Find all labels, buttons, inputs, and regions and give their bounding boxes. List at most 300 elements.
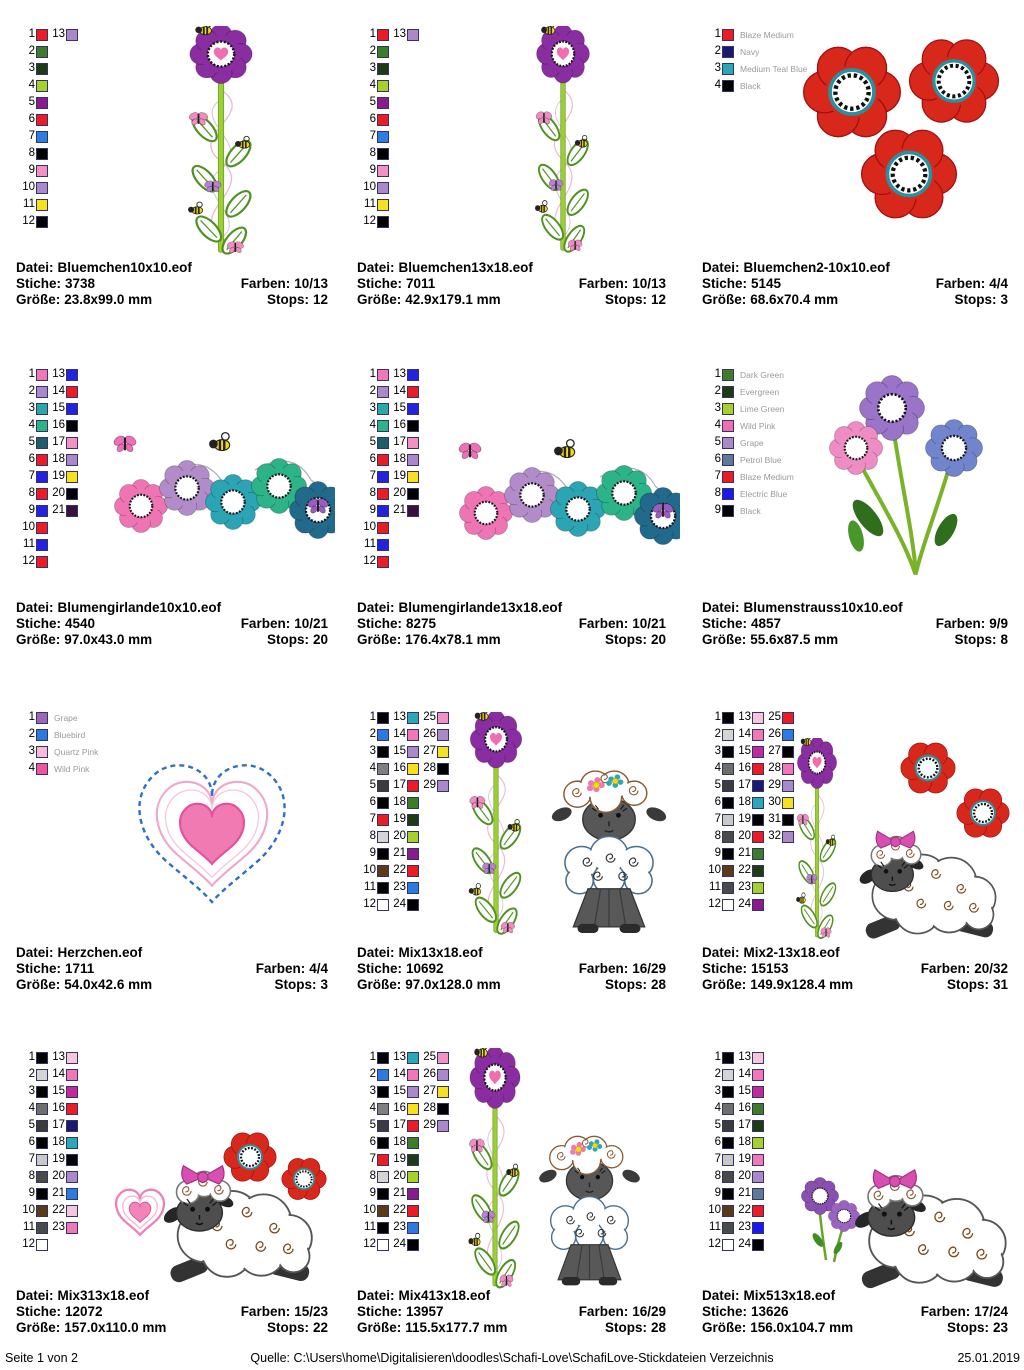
palette-number: 19	[393, 812, 406, 825]
palette-entry	[48, 1100, 78, 1117]
file-label: Datei:	[16, 260, 54, 275]
color-chip	[722, 1120, 734, 1132]
color-chip	[36, 505, 48, 517]
palette-entry	[389, 1151, 419, 1168]
palette-entry	[18, 383, 48, 400]
palette-number: 11	[23, 197, 35, 210]
color-chip	[36, 148, 48, 160]
palette-number: 13	[738, 710, 751, 723]
file-label: Datei:	[357, 600, 395, 615]
color-chip	[377, 539, 389, 551]
color-chip	[377, 899, 389, 911]
palette-number: 14	[738, 1067, 751, 1080]
palette-entry	[48, 400, 78, 417]
card-blumengirlande13x18	[355, 362, 668, 654]
stitches-value: 4540	[65, 616, 96, 631]
design-sheep-heart-flowers	[105, 1130, 335, 1288]
palette-number: 3	[28, 1084, 35, 1097]
palette-entry	[764, 709, 794, 726]
palette-number: 25	[423, 1050, 436, 1063]
color-chip	[377, 1052, 389, 1064]
palette-entry	[704, 777, 734, 794]
palette-number: 11	[364, 197, 376, 210]
palette-entry	[389, 743, 419, 760]
palette-entry	[359, 536, 389, 553]
palette-number: 27	[768, 744, 781, 757]
color-chip	[377, 729, 389, 741]
palette-number: 13	[393, 710, 406, 723]
palette-number: 13	[52, 27, 65, 40]
palette-entry	[18, 1066, 48, 1083]
palette-number: 12	[363, 214, 376, 227]
palette-entry	[359, 777, 389, 794]
palette-entry	[18, 145, 48, 162]
palette-entry	[734, 743, 764, 760]
palette-entry	[359, 553, 389, 570]
stitches-label: Stiche:	[702, 616, 748, 631]
palette-number: 1	[369, 1050, 376, 1063]
color-chip	[722, 454, 734, 466]
stitches-value: 1711	[65, 961, 95, 976]
palette-entry	[704, 502, 794, 519]
color-chip	[36, 746, 48, 758]
palette-number: 10	[22, 180, 35, 193]
palette-entry	[18, 1134, 48, 1151]
palette-entry	[18, 179, 48, 196]
color-chip	[66, 420, 78, 432]
color-chip	[36, 1239, 48, 1251]
palette-number: 1	[28, 367, 35, 380]
color-chip	[36, 556, 48, 568]
palette-entry	[704, 451, 794, 468]
palette-number: 18	[393, 1135, 406, 1148]
color-chip	[722, 488, 734, 500]
color-chip	[407, 29, 419, 41]
color-chip	[437, 1086, 449, 1098]
color-chip	[66, 403, 78, 415]
palette-entry	[419, 1066, 449, 1083]
palette-entry	[704, 485, 794, 502]
palette-number: 7	[714, 1152, 721, 1165]
palette-number: 18	[52, 1135, 65, 1148]
palette-number: 3	[28, 744, 35, 757]
palette-number: 2	[28, 727, 35, 740]
size-label: Größe:	[16, 632, 61, 647]
palette-number: 4	[714, 1101, 721, 1114]
palette-entry	[18, 366, 48, 383]
size-value: 149.9x128.4 mm	[750, 977, 854, 992]
palette-number: 8	[369, 829, 376, 842]
palette-entry	[359, 519, 389, 536]
colors-value: 4/4	[989, 276, 1008, 291]
color-chip	[722, 848, 734, 860]
color-chip	[66, 1052, 78, 1064]
palette-entry	[18, 536, 48, 553]
palette-number: 6	[714, 1135, 721, 1148]
size-value: 157.0x110.0 mm	[64, 1320, 167, 1335]
palette-number: 7	[28, 469, 35, 482]
palette-entry	[48, 26, 78, 43]
palette-entry	[359, 128, 389, 145]
palette-entry	[389, 1185, 419, 1202]
color-palette	[704, 709, 794, 913]
file-value: Blumengirlande13x18.eof	[398, 600, 563, 615]
color-chip	[36, 369, 48, 381]
palette-entry	[48, 1117, 78, 1134]
palette-entry	[734, 794, 764, 811]
color-chip	[407, 505, 419, 517]
color-chip	[36, 1171, 48, 1183]
color-chip	[722, 80, 734, 92]
color-chip	[377, 1205, 389, 1217]
palette-number: 5	[714, 1118, 721, 1131]
color-name: Wild Pink	[54, 763, 90, 774]
color-chip	[36, 46, 48, 58]
palette-number: 22	[52, 1203, 65, 1216]
stops-label: Stops:	[954, 632, 997, 647]
size-label: Größe:	[702, 977, 747, 992]
color-name: Blaze Medium	[740, 29, 794, 40]
palette-number: 18	[738, 795, 751, 808]
palette-entry	[18, 213, 48, 230]
color-chip	[377, 1069, 389, 1081]
stitches-value: 13957	[406, 1304, 444, 1319]
palette-entry	[734, 811, 764, 828]
color-palette	[359, 709, 449, 913]
color-palette	[359, 366, 419, 570]
palette-number: 11	[364, 1220, 376, 1233]
palette-entry	[389, 485, 419, 502]
palette-entry	[389, 468, 419, 485]
color-name: Grape	[54, 712, 78, 723]
size-label: Größe:	[16, 292, 61, 307]
palette-entry	[734, 896, 764, 913]
size-value: 68.6x70.4 mm	[750, 292, 839, 307]
palette-number: 8	[714, 1169, 721, 1182]
color-chip	[66, 1120, 78, 1132]
color-name: Bluebird	[54, 729, 86, 740]
palette-number: 3	[369, 1084, 376, 1097]
color-chip	[407, 797, 419, 809]
color-chip	[377, 1222, 389, 1234]
color-chip	[377, 1188, 389, 1200]
color-chip	[377, 1086, 389, 1098]
color-chip	[66, 369, 78, 381]
color-chip	[752, 899, 764, 911]
palette-entry	[389, 709, 419, 726]
palette-entry	[359, 43, 389, 60]
palette-number: 10	[363, 180, 376, 193]
palette-number: 21	[52, 503, 65, 516]
page-number: Seite 1 von 2	[5, 1351, 78, 1365]
color-chip	[407, 865, 419, 877]
palette-entry	[389, 434, 419, 451]
palette-number: 12	[708, 1237, 721, 1250]
color-chip	[752, 1103, 764, 1115]
colors-label: Farben:	[935, 276, 986, 291]
color-chip	[36, 63, 48, 75]
palette-entry	[359, 400, 389, 417]
stops-value: 22	[312, 1320, 328, 1335]
color-chip	[407, 437, 419, 449]
palette-number: 2	[714, 384, 721, 397]
color-name: Dark Green	[740, 369, 784, 380]
palette-number: 29	[423, 1118, 436, 1131]
palette-number: 4	[369, 78, 376, 91]
palette-number: 20	[52, 486, 65, 499]
palette-entry	[734, 1202, 764, 1219]
color-chip	[36, 1103, 48, 1115]
card-mix313x18	[14, 1045, 330, 1341]
color-chip	[377, 1239, 389, 1251]
palette-entry	[704, 1066, 734, 1083]
color-chip	[752, 1120, 764, 1132]
palette-entry	[48, 1185, 78, 1202]
size-label: Größe:	[16, 977, 61, 992]
color-chip	[377, 814, 389, 826]
design-tall-flower	[175, 26, 267, 258]
color-chip	[66, 454, 78, 466]
color-chip	[36, 97, 48, 109]
palette-number: 28	[768, 761, 781, 774]
color-chip	[437, 1103, 449, 1115]
color-chip	[407, 746, 419, 758]
palette-entry	[359, 468, 389, 485]
colors-value: 20/32	[974, 961, 1008, 976]
palette-number: 22	[738, 1203, 751, 1216]
palette-number: 31	[768, 812, 781, 825]
palette-entry	[704, 1134, 734, 1151]
color-chip	[66, 1188, 78, 1200]
color-chip	[722, 46, 734, 58]
palette-number: 14	[393, 1067, 406, 1080]
palette-number: 22	[393, 863, 406, 876]
palette-entry	[389, 845, 419, 862]
palette-entry	[734, 726, 764, 743]
color-chip	[36, 488, 48, 500]
file-value: Bluemchen13x18.eof	[398, 260, 533, 275]
palette-number: 6	[28, 1135, 35, 1148]
colors-value: 17/24	[974, 1304, 1008, 1319]
palette-entry	[704, 1100, 734, 1117]
color-name: Wild Pink	[740, 420, 776, 431]
color-chip	[722, 1086, 734, 1098]
palette-number: 30	[768, 795, 781, 808]
color-chip	[377, 1137, 389, 1149]
palette-number: 21	[393, 503, 406, 516]
palette-number: 9	[369, 503, 376, 516]
palette-number: 24	[393, 1237, 406, 1250]
palette-number: 6	[28, 112, 35, 125]
color-chip	[377, 848, 389, 860]
palette-entry	[18, 519, 48, 536]
color-chip	[36, 1188, 48, 1200]
palette-entry	[704, 468, 794, 485]
color-chip	[752, 814, 764, 826]
stitches-label: Stiche:	[702, 1304, 748, 1319]
color-chip	[377, 420, 389, 432]
palette-entry	[48, 1202, 78, 1219]
size-value: 42.9x179.1 mm	[405, 292, 501, 307]
color-chip	[752, 746, 764, 758]
colors-value: 10/21	[294, 616, 328, 631]
colors-value: 10/13	[294, 276, 328, 291]
palette-number: 11	[23, 537, 35, 550]
palette-entry	[704, 845, 734, 862]
palette-entry	[359, 1236, 389, 1253]
palette-entry	[18, 77, 48, 94]
palette-number: 6	[714, 452, 721, 465]
file-label: Datei:	[357, 1288, 395, 1303]
stops-label: Stops:	[266, 292, 309, 307]
color-chip	[407, 848, 419, 860]
palette-number: 8	[714, 829, 721, 842]
design-heart	[112, 748, 312, 918]
color-chip	[722, 1103, 734, 1115]
colors-value: 15/23	[294, 1304, 328, 1319]
palette-number: 10	[363, 863, 376, 876]
stops-value: 3	[1000, 292, 1008, 307]
palette-number: 12	[22, 554, 35, 567]
palette-number: 17	[52, 1118, 65, 1131]
stitches-label: Stiche:	[357, 1304, 403, 1319]
color-chip	[36, 729, 48, 741]
palette-entry	[18, 196, 48, 213]
color-chip	[722, 403, 734, 415]
colors-label: Farben:	[578, 276, 629, 291]
stops-label: Stops:	[266, 1320, 309, 1335]
palette-entry	[389, 777, 419, 794]
color-chip	[66, 437, 78, 449]
palette-number: 8	[369, 486, 376, 499]
palette-number: 8	[28, 146, 35, 159]
color-chip	[407, 899, 419, 911]
file-label: Datei:	[357, 945, 395, 960]
color-chip	[722, 899, 734, 911]
palette-number: 5	[28, 435, 35, 448]
stops-value: 28	[650, 1320, 666, 1335]
palette-number: 19	[52, 469, 65, 482]
stitches-label: Stiche:	[16, 616, 62, 631]
color-palette	[18, 366, 78, 570]
palette-number: 14	[52, 384, 65, 397]
palette-entry	[389, 896, 419, 913]
palette-entry	[48, 417, 78, 434]
palette-number: 2	[369, 727, 376, 740]
color-chip	[66, 29, 78, 41]
stops-value: 28	[650, 977, 666, 992]
color-chip	[377, 831, 389, 843]
color-chip	[377, 763, 389, 775]
color-chip	[752, 729, 764, 741]
palette-number: 13	[738, 1050, 751, 1063]
palette-entry	[18, 400, 48, 417]
palette-entry	[734, 1185, 764, 1202]
palette-entry	[359, 94, 389, 111]
palette-entry	[48, 451, 78, 468]
palette-number: 17	[393, 435, 406, 448]
color-chip	[407, 454, 419, 466]
palette-number: 4	[28, 761, 35, 774]
palette-number: 1	[369, 27, 376, 40]
palette-entry	[704, 1049, 734, 1066]
palette-number: 26	[423, 1067, 436, 1080]
palette-number: 11	[364, 880, 376, 893]
color-chip	[377, 780, 389, 792]
palette-entry	[389, 1117, 419, 1134]
palette-entry	[18, 1168, 48, 1185]
palette-number: 3	[28, 61, 35, 74]
palette-entry	[389, 1083, 419, 1100]
palette-entry	[704, 1236, 734, 1253]
palette-entry	[359, 1151, 389, 1168]
palette-entry	[18, 94, 48, 111]
palette-number: 3	[714, 61, 721, 74]
palette-number: 9	[28, 163, 35, 176]
palette-entry	[419, 777, 449, 794]
file-label: Datei:	[16, 945, 54, 960]
size-value: 54.0x42.6 mm	[64, 977, 153, 992]
color-chip	[437, 1069, 449, 1081]
palette-entry	[18, 451, 48, 468]
design-red-flowers	[790, 30, 1012, 235]
palette-number: 7	[369, 1152, 376, 1165]
size-value: 97.0x43.0 mm	[64, 632, 153, 647]
color-chip	[407, 729, 419, 741]
palette-number: 14	[52, 1067, 65, 1080]
palette-number: 18	[393, 795, 406, 808]
palette-number: 21	[393, 1186, 406, 1199]
palette-number: 21	[52, 1186, 65, 1199]
palette-entry	[704, 1219, 734, 1236]
size-label: Größe:	[702, 1320, 747, 1335]
color-chip	[407, 1205, 419, 1217]
palette-number: 10	[22, 1203, 35, 1216]
palette-entry	[359, 1168, 389, 1185]
stitches-value: 3738	[65, 276, 96, 291]
color-chip	[36, 165, 48, 177]
palette-entry	[359, 485, 389, 502]
stitches-label: Stiche:	[702, 276, 748, 291]
color-chip	[407, 1188, 419, 1200]
palette-entry	[704, 726, 734, 743]
palette-number: 15	[52, 1084, 65, 1097]
design-sheep-purple-flowers	[788, 1128, 1018, 1292]
palette-entry	[704, 1202, 734, 1219]
palette-number: 5	[369, 95, 376, 108]
palette-entry	[419, 1049, 449, 1066]
palette-number: 18	[393, 452, 406, 465]
stops-value: 12	[650, 292, 666, 307]
color-chip	[722, 29, 734, 41]
colors-value: 9/9	[989, 616, 1008, 631]
color-chip	[722, 712, 734, 724]
palette-number: 12	[363, 897, 376, 910]
palette-number: 28	[423, 1101, 436, 1114]
stitches-value: 12072	[65, 1304, 103, 1319]
palette-entry	[389, 1049, 419, 1066]
palette-number: 26	[768, 727, 781, 740]
palette-entry	[389, 1066, 419, 1083]
palette-entry	[704, 434, 794, 451]
palette-number: 13	[393, 1050, 406, 1063]
palette-number: 1	[28, 710, 35, 723]
design-flower-and-sheep	[458, 712, 672, 938]
palette-entry	[389, 862, 419, 879]
color-name: Blaze Medium	[740, 471, 794, 482]
palette-number: 23	[52, 1220, 65, 1233]
color-chip	[437, 712, 449, 724]
